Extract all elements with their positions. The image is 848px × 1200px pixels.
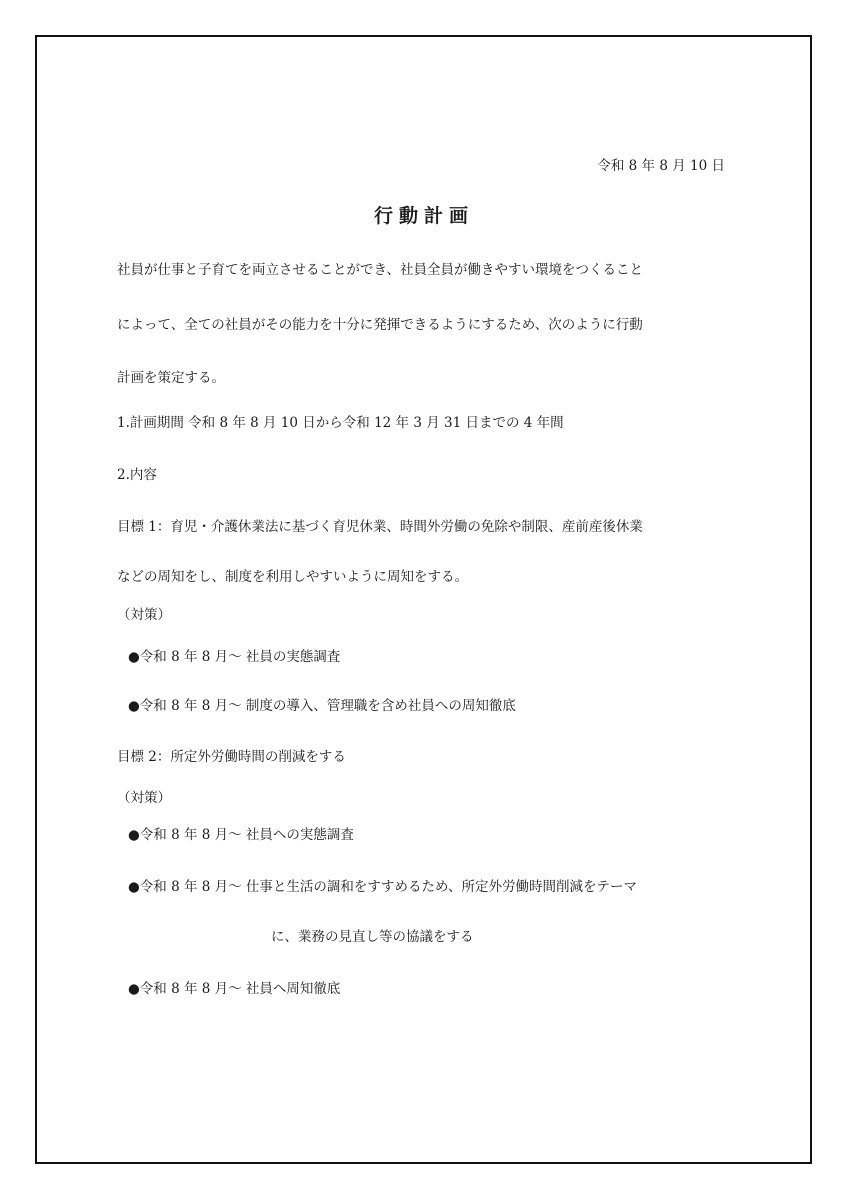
- document-date: 令和 8 年 8 月 10 日: [597, 158, 725, 174]
- intro-line-2: によって、全ての社員がその能力を十分に発揮できるようにするため、次のように行動: [117, 317, 643, 333]
- goal-1-measure-2: ●令和 8 年 8 月～ 制度の導入、管理職を含め社員への周知徹底: [128, 698, 516, 714]
- goal-2-measure-2: ●令和 8 年 8 月～ 仕事と生活の調和をすすめるため、所定外労働時間削減をテーマ: [128, 879, 638, 895]
- measures-label-1: （対策）: [117, 607, 171, 623]
- goal-2: 目標 2：所定外労働時間の削減をする: [117, 749, 346, 765]
- goal-1-line-1: 目標 1：育児・介護休業法に基づく育児休業、時間外労働の免除や制限、産前産後休業: [117, 519, 643, 535]
- intro-line-3: 計画を策定する。: [117, 370, 225, 386]
- content-heading: 2.内容: [117, 467, 157, 483]
- measures-label-2: （対策）: [117, 790, 171, 806]
- goal-2-measure-2-continued: に、業務の見直し等の協議をする: [271, 929, 474, 945]
- plan-period: 1.計画期間 令和 8 年 8 月 10 日から令和 12 年 3 月 31 日までの 4 年間: [117, 415, 564, 431]
- goal-1-measure-1: ●令和 8 年 8 月～ 社員の実態調査: [128, 649, 341, 665]
- goal-1-line-2: などの周知をし、制度を利用しやすいように周知をする。: [117, 569, 468, 585]
- goal-2-measure-3: ●令和 8 年 8 月～ 社員へ周知徹底: [128, 981, 341, 997]
- document-title: 行動計画: [373, 205, 474, 227]
- goal-2-measure-1: ●令和 8 年 8 月～ 社員への実態調査: [128, 827, 354, 843]
- intro-line-1: 社員が仕事と子育てを両立させることができ、社員全員が働きやすい環境をつくること: [117, 262, 643, 278]
